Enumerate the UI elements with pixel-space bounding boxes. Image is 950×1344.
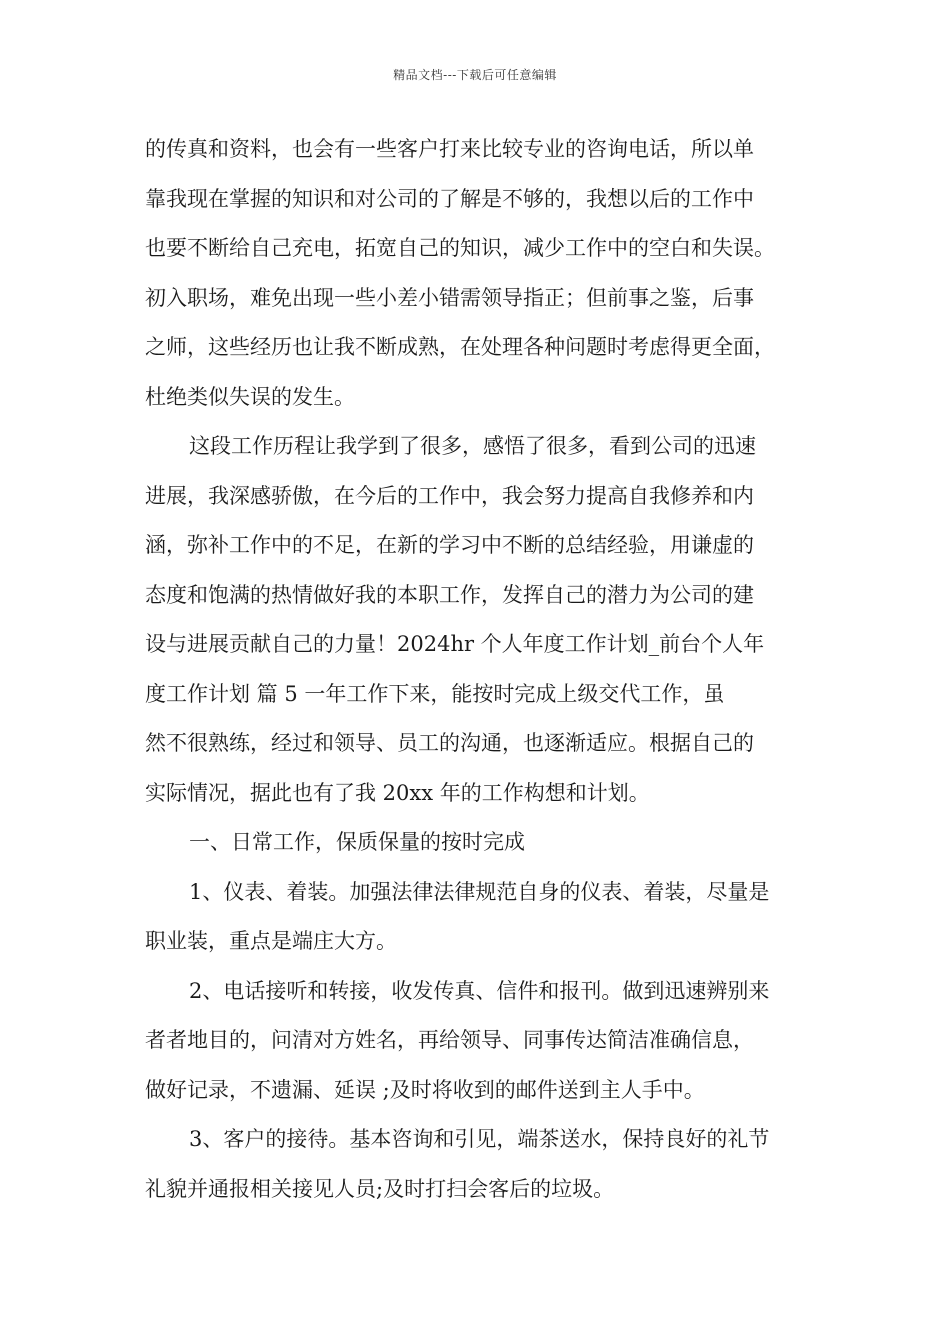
text-line: 做好记录，不遗漏、延误 ;及时将收到的邮件送到主人手中。 bbox=[145, 1077, 705, 1102]
text-line: 礼貌并通报相关接见人员;及时打扫会客后的垃圾。 bbox=[145, 1176, 615, 1201]
text-line: 涵，弥补工作中的不足，在新的学习中不断的总结经验，用谦虚的 bbox=[145, 533, 754, 557]
text-line: 杜绝类似失误的发生。 bbox=[145, 384, 355, 409]
text-line: 进展，我深感骄傲，在今后的工作中，我会努力提高自我修养和内 bbox=[145, 483, 754, 508]
text-line: 实际情况，据此也有了我 20xx 年的工作构想和计划。 bbox=[145, 780, 650, 805]
text-line: 这段工作历程让我学到了很多，感悟了很多，看到公司的迅速 bbox=[189, 434, 756, 458]
text-line: 度工作计划 篇 5 一年工作下来，能按时完成上级交代工作，虽 bbox=[145, 681, 725, 706]
text-line: 态度和饱满的热情做好我的本职工作，发挥自己的潜力为公司的建 bbox=[145, 582, 754, 607]
text-line: 的传真和资料，也会有一些客户打来比较专业的咨询电话，所以单 bbox=[145, 137, 754, 161]
document-body bbox=[145, 125, 815, 1214]
text-line: 职业装，重点是端庄大方。 bbox=[145, 929, 397, 953]
text-line: 2、电话接听和转接，收发传真、信件和报刊。做到迅速辨别来 bbox=[189, 978, 770, 1003]
text-line: 1、仪表、着装。加强法律法律规范自身的仪表、着装，尽量是 bbox=[189, 879, 770, 904]
text-line: 也要不断给自己充电，拓宽自己的知识，减少工作中的空白和失误。 bbox=[145, 236, 775, 260]
text-line: 靠我现在掌握的知识和对公司的了解是不够的，我想以后的工作中 bbox=[145, 186, 754, 211]
section-heading: 一、日常工作，保质保量的按时完成 bbox=[189, 830, 525, 854]
page-header: 精品文档---下载后可任意编辑 bbox=[393, 68, 557, 82]
text-line: 之师，这些经历也让我不断成熟，在处理各种问题时考虑得更全面， bbox=[145, 335, 775, 359]
text-line: 然不很熟练，经过和领导、员工的沟通，也逐渐适应。根据自己的 bbox=[145, 731, 754, 755]
text-line: 设与进展贡献自己的力量！2024hr 个人年度工作计划_前台个人年 bbox=[145, 632, 765, 656]
text-line: 者者地目的，问清对方姓名，再给领导、同事传达简洁准确信息， bbox=[145, 1028, 754, 1052]
text-line: 初入职场，难免出现一些小差小错需领导指正；但前事之鉴，后事 bbox=[145, 285, 754, 310]
text-line: 3、客户的接待。基本咨询和引见，端茶送水，保持良好的礼节 bbox=[189, 1127, 770, 1151]
